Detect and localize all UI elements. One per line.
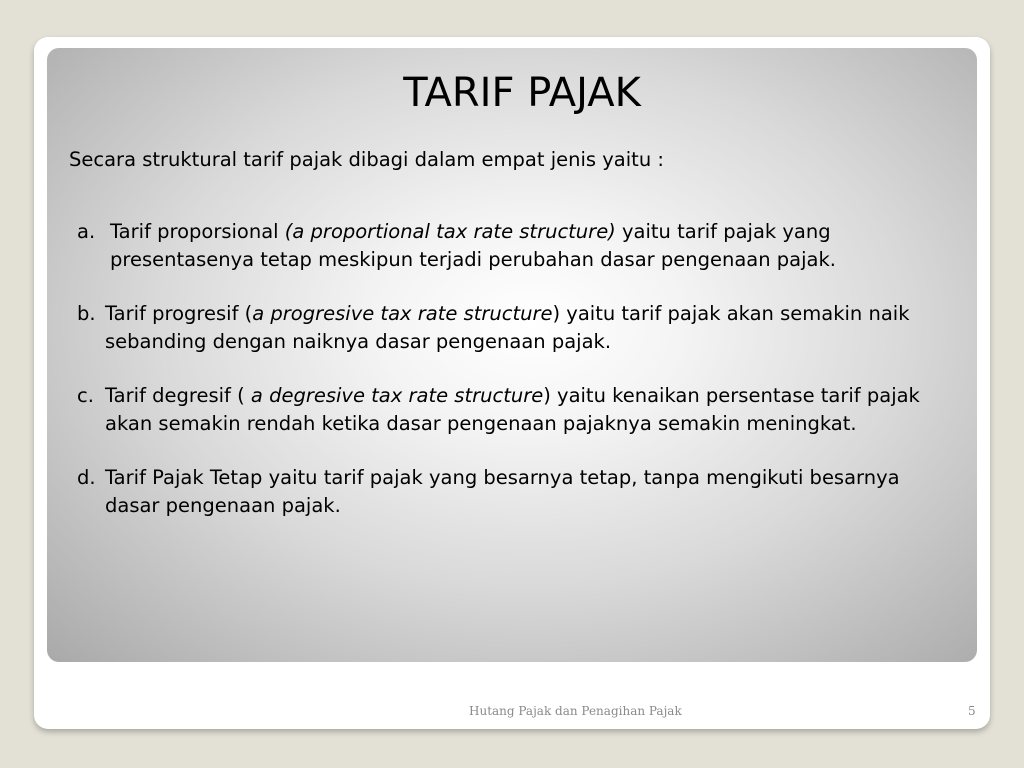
item-italic-text: a degresive tax rate structure (250, 384, 544, 407)
intro-text: Secara struktural tarif pajak dibagi dalam empat jenis yaitu : (69, 148, 664, 171)
item-italic-text: a progresive tax rate structure (252, 302, 553, 325)
slide-frame (34, 37, 990, 729)
list-item-d (77, 464, 957, 520)
content-panel (47, 48, 977, 662)
item-text: Tarif proporsional (110, 220, 285, 243)
list-marker: b. (77, 302, 96, 325)
item-text-tail: yaitu tarif pajak yang presentasenya tetap meskipun terjadi perubahan dasar pengenaan pajak. (110, 220, 836, 271)
item-text: Tarif progresif ( (105, 302, 253, 325)
list-marker: d. (77, 466, 96, 489)
item-italic-text: (a proportional tax rate structure) (284, 220, 616, 243)
list-item-b (77, 300, 957, 356)
list-item-a (77, 218, 957, 274)
list-marker: a. (77, 220, 96, 243)
page-number: 5 (968, 704, 976, 718)
slide-title: TARIF PAJAK (403, 70, 641, 116)
item-text-tail: ) yaitu kenaikan persentase tarif pajak akan semakin rendah ketika dasar pengenaan pajaknya semakin meningkat. (105, 384, 920, 435)
item-text: Tarif degresif ( (105, 384, 251, 407)
footer-text: Hutang Pajak dan Penagihan Pajak (469, 704, 682, 718)
item-text-tail: ) yaitu tarif pajak akan semakin naik sebanding dengan naiknya dasar pengenaan pajak. (105, 302, 910, 353)
item-text: Tarif Pajak Tetap yaitu tarif pajak yang besarnya tetap, tanpa mengikuti besarnya dasar pengenaan pajak. (105, 466, 900, 517)
list-item-c (77, 382, 957, 438)
tariff-list (77, 218, 957, 546)
list-marker: c. (77, 384, 94, 407)
